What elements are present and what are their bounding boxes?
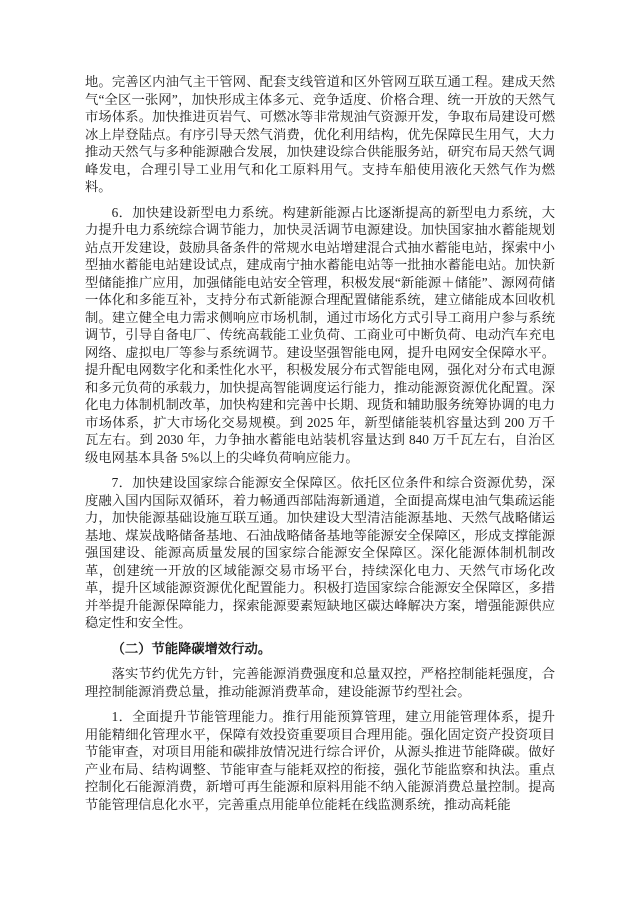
heading-section-2-energy-saving-carbon-reduction: （二）节能降碳增效行动。 [111,640,272,656]
paragraph-section-2-intro: 落实节约优先方针，完善能源消费强度和总量双控，严格控制能耗强度，合理控制能源消费总量，推动能源消费革命，建设能源节约型社会。 [85,666,555,699]
paragraph-natural-gas-continuation: 地。完善区内油气主干管网、配套支线管道和区外管网互联互通工程。建成天然气“全区一张网”，加快形成主体多元、竞争适度、价格合理、统一开放的天然气市场体系。加快推进页岩气、可燃冰等非常规油气资源开发，争取布局建设可燃冰上岸登陆点。有序引导天然气消费，优化利用结构，优先保障民生用气，大力推动天然气与多种能源融合发展，加快建设综合供能服务站，研究布局天然气调峰发电，合理引导工业用气和化工原料用气。支持车船使用液化天然气作为燃料。 [85,74,555,194]
paragraph-item-1-energy-management: 1．全面提升节能管理能力。推行用能预算管理，建立用能管理体系，提升用能精细化管理水平，保障有效投资重要项目合理用能。强化固定资产投资项目节能审查，对项目用能和碳排放情况进行综合评价，从源头推进节能降碳。做好产业布局、结构调整、节能审查与能耗双控的衔接，强化节能监察和执法。重点控制化石能源消费，新增可再生能源和原料用能不纳入能源消费总量控制。提高节能管理信息化水平，完善重点用能单位能耗在线监测系统，推动高耗能 [85,709,555,812]
paragraph-item-7-energy-security-zone: 7．加快建设国家综合能源安全保障区。依托区位条件和综合资源优势，深度融入国内国际双循环，着力畅通西部陆海新通道，全面提高煤电油气集疏运能力，加快能源基础设施互联互通。加快建设大型清洁能源基地、天然气战略储运基地、煤炭战略储备基地、石油战略储备基地等能源安全保障区，形成支撑能源强国建设、能源高质量发展的国家综合能源安全保障区。深化能源体制机制改革，创建统一开放的区域能源交易市场平台，持续深化电力、天然气市场化改革，提升区域能源资源优化配置能力。积极打造国家综合能源安全保障区，多措并举提升能源保障能力，探索能源要素短缺地区碳达峰解决方案，增强能源供应稳定性和安全性。 [85,475,555,630]
paragraph-item-6-new-power-system: 6．加快建设新型电力系统。构建新能源占比逐渐提高的新型电力系统，大力提升电力系统综合调节能力，加快灵活调节电源建设。加快国家抽水蓄能规划站点开发建设，鼓励具备条件的常规水电站增建混合式抽水蓄能电站，探索中小型抽水蓄能电站建设试点，建成南宁抽水蓄能电站等一批抽水蓄能电站。加快新型储能推广应用，加强储能电站安全管理，积极发展“新能源＋储能”、源网荷储一体化和多能互补，支持分布式新能源合理配置储能系统，建立储能成本回收机制。建立健全电力需求侧响应市场机制，通过市场化方式引导工商用户参与系统调节，引导自备电厂、传统高载能工业负荷、工商业可中断负荷、电动汽车充电网络、虚拟电厂等参与系统调节。建设坚强智能电网，提升电网安全保障水平。提升配电网数字化和柔性化水平，积极发展分布式智能电网，强化对分布式电源和多元负荷的承载力，加快提高智能调度运行能力，推动能源资源优化配置。深化电力体制机制改革，加快构建和完善中长期、现货和辅助服务统筹协调的电力市场体系，扩大市场化交易规模。到 2025 年，新型储能装机容量达到 200 万千瓦左右。到 2030 年，力争抽水蓄能电站装机容量达到 840 万千瓦左右，自治区级电网基本具备 5%以上的尖峰负荷响应能力。 [85,204,555,465]
